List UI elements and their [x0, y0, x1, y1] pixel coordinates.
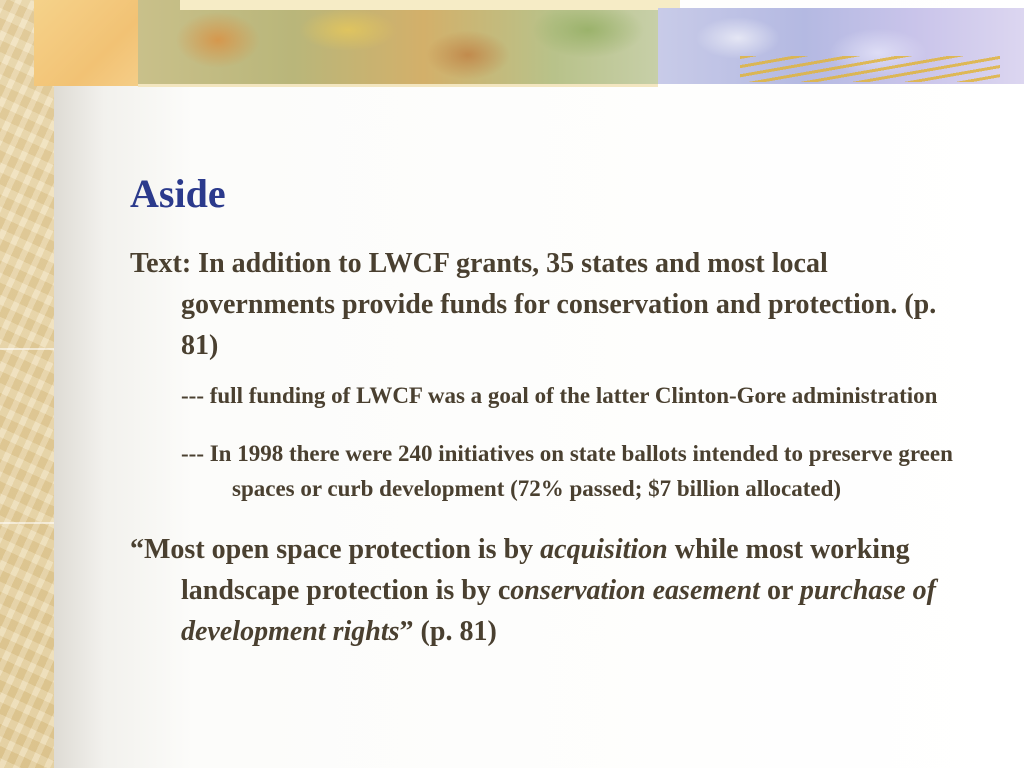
sub-bullet-initiatives: --- In 1998 there were 240 initiatives on state ballots intended to preserve green spaces or curb development (72% passed; $7 billion allocated)	[181, 441, 953, 501]
banner-wheat-image	[740, 56, 1000, 82]
parchment-strip	[0, 0, 54, 768]
quote-emphasis-rights: purchase of development rights	[181, 575, 936, 647]
parchment-seam	[0, 522, 54, 524]
banner-leaves-image	[138, 0, 658, 87]
collage-banner	[0, 0, 1024, 100]
quote-emphasis-acquisition: acquisition	[540, 534, 668, 565]
quote-text: or	[759, 575, 800, 606]
quote-emphasis-easement: onservation easement	[510, 575, 760, 606]
quote-text: while most working landscape protection is by c	[181, 534, 910, 606]
quote-text: “Most open space protection is by	[130, 534, 541, 565]
quote-citation: ” (p. 81)	[399, 616, 497, 647]
sub-bullet-funding: --- full funding of LWCF was a goal of the latter Clinton-Gore administration	[181, 383, 938, 408]
text-paragraph: Text: In addition to LWCF grants, 35 states and most local governments provide funds for conservation and protection. (p. 81)	[130, 248, 937, 361]
banner-top-strip	[180, 0, 680, 10]
slide-body	[130, 243, 980, 652]
quote-paragraph	[130, 529, 980, 652]
parchment-seam	[0, 348, 54, 350]
slide-title: Aside	[130, 171, 226, 216]
